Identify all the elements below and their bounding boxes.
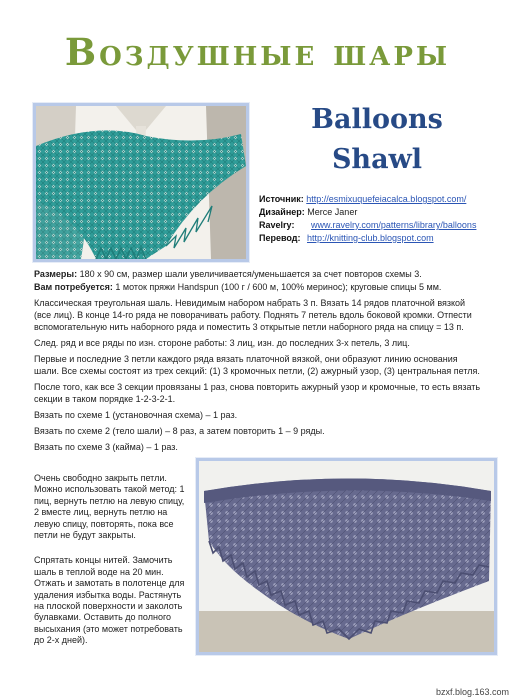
needs-paragraph <box>34 281 484 293</box>
purple-shawl-photo <box>199 461 494 652</box>
page-title-en <box>287 100 467 180</box>
translation-label: Перевод: <box>259 233 301 243</box>
scheme-1-paragraph: Вязать по схеме 1 (установочная схема) – 1 раз. <box>34 410 238 420</box>
after-paragraph: После того, как все 3 секции провязаны 1 раз, снова повторить ажурный узор и кромочные, то есть вязать секции в таком порядке 1-2-3-2-1. <box>34 382 481 404</box>
finishing-paragraph: Спрятать концы нитей. Замочить шаль в теплой воде на 20 мин. Отжать и замотать в полотенце для удаления избытка воды. Растянуть на плоской поверхности и заколоть булавками. Оставить до полного высыхания (это может потребовать до 2-х дней). <box>34 555 185 646</box>
sizes-paragraph <box>34 268 484 280</box>
meta-source <box>259 193 476 206</box>
next-row-paragraph: След. ряд и все ряды по изн. стороне работы: 3 лиц, изн. до последних 3-х петель, 3 лиц. <box>34 338 410 348</box>
designer-value: Merce Janer <box>307 207 358 217</box>
watermark: bzxf.blog.163.com <box>435 687 509 697</box>
scheme-3-paragraph: Вязать по схеме 3 (кайма) – 1 раз. <box>34 442 178 452</box>
meta-ravelry <box>259 219 476 232</box>
ravelry-label: Ravelry: <box>259 220 295 230</box>
page-title-ru: Воздушные шары <box>64 30 451 74</box>
ravelry-link[interactable]: www.ravelry.com/patterns/library/balloons <box>311 220 477 230</box>
sizes-label: Размеры: <box>34 269 78 279</box>
scheme-2-paragraph: Вязать по схеме 2 (тело шали) – 8 раз, а затем повторить 1 – 9 ряды. <box>34 426 325 436</box>
pattern-meta <box>259 193 476 245</box>
source-link[interactable]: http://esmixuquefeiacalca.blogspot.com/ <box>306 194 467 204</box>
pattern-instructions <box>34 268 484 457</box>
source-label: Источник: <box>259 194 304 204</box>
translation-link[interactable]: http://knitting-club.blogspot.com <box>307 233 434 243</box>
title-en-line1: Balloons <box>311 104 443 135</box>
teal-shawl-photo <box>36 106 246 259</box>
classic-paragraph: Классическая треугольная шаль. Невидимым набором набрать 3 п. Вязать 14 рядов платочной вязкой (все лиц). В конце 14-го ряда не поворачивать работу. Поднять 7 петель вдоль боковой кромки. Отпести вспомогательную нить наборного ряда и поместить 3 открытые петли наборного ряда на спицу = 13 п. <box>34 298 472 332</box>
finishing-instructions <box>34 473 190 661</box>
meta-translation <box>259 232 476 245</box>
sizes-text: 180 х 90 см, размер шали увеличивается/уменьшается за счет повторов схемы 3. <box>77 269 422 279</box>
designer-label: Дизайнер: <box>259 207 305 217</box>
title-en-line2: Shawl <box>331 144 423 175</box>
needs-text: 1 моток пряжи Handspun (100 г / 600 м, 100% меринос); круговые спицы 5 мм. <box>112 282 442 292</box>
first-last-paragraph: Первые и последние 3 петли каждого ряда вязать платочной вязкой, они образуют линию основания шали. Все схемы состоят из трех секций: (1) 3 кромочных петли, (2) ажурный узор, (3) центральная петля. <box>34 354 480 376</box>
needs-label: Вам потребуется: <box>34 282 113 292</box>
bindoff-paragraph: Очень свободно закрыть петли. Можно использовать такой метод: 1 пиц, вернуть петлю на левую спицу, 2 вместе лиц, вернуть петлю на левую спицу, повторять, пока все петли не будут закрыты. <box>34 473 185 541</box>
meta-designer <box>259 206 476 219</box>
